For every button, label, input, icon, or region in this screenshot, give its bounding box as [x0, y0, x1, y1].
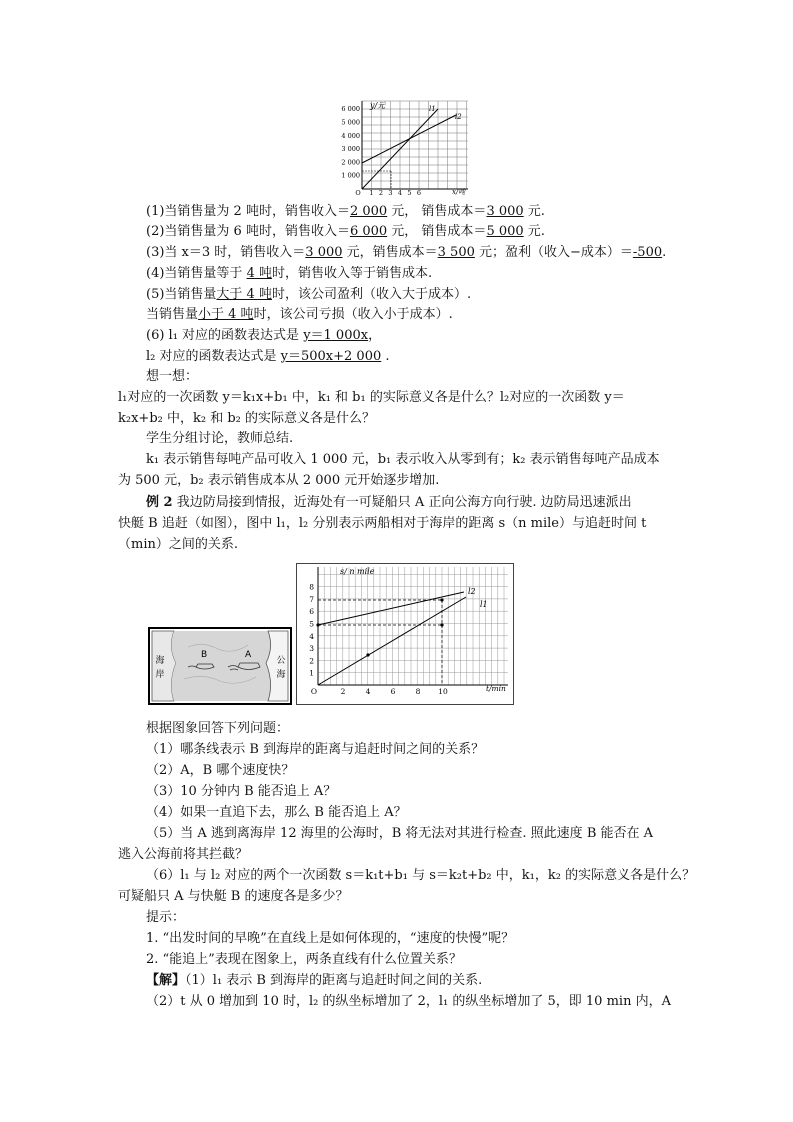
text-segment: 元.	[523, 224, 545, 239]
y-tick-label: 5 000	[341, 118, 360, 127]
text-segment: （1）l₁ 表示 B 到海岸的距离与追赶时间之间的关系.	[185, 973, 483, 988]
pursuit-graph	[296, 563, 514, 705]
sea-label-1: 公	[276, 656, 286, 666]
text-segment: 元；盈利（收入−成本）＝	[474, 245, 633, 260]
text-segment: （2）t 从 0 增加到 10 时，l₂ 的纵坐标增加了 2，l₁ 的纵坐标增加了 5，即 10 min 内，A	[146, 994, 671, 1009]
sea-label-2: 海	[276, 670, 286, 680]
l1-label: l1	[480, 600, 488, 609]
text-line	[146, 930, 514, 948]
text-segment: 时，该公司盈利（收入大于成本）.	[271, 287, 472, 302]
x-tick-label: 6	[390, 687, 396, 696]
answer-blank: y＝1 000x	[303, 328, 369, 343]
y-tick-label: 2	[309, 656, 314, 666]
text-line	[146, 720, 289, 738]
text-line	[146, 327, 381, 345]
x-tick-label: 10	[438, 687, 448, 696]
text-line	[146, 951, 462, 969]
text-segment: （1）哪条线表示 B 到海岸的距离与追赶时间之间的关系？	[146, 742, 485, 757]
text-segment: (1)当销售量为 2 吨时，销售收入＝	[146, 204, 350, 219]
x-tick-label: 1	[369, 189, 374, 197]
text-line	[118, 846, 248, 864]
text-line	[146, 783, 336, 801]
text-segment: 1. “出发时间的早晚”在直线上是如何体现的，“速度的快慢”呢？	[146, 931, 515, 946]
y-tick-label: 5	[309, 619, 314, 629]
x-tick-label: 8	[415, 687, 421, 696]
text-segment: 我边防局接到情报，近海处有一可疑船只 A 正向公海方向行驶. 边防局迅速派出	[172, 495, 632, 510]
boat-b-label: B	[201, 650, 208, 660]
x-tick-label: O	[355, 189, 361, 197]
text-segment: 2. “能追上”表现在图象上，两条直线有什么位置关系？	[146, 952, 462, 967]
text-line	[118, 389, 625, 407]
text-segment: (6) l₁ 对应的函数表达式是	[146, 328, 304, 343]
text-line	[146, 762, 294, 780]
answer-blank: y＝500x+2 000	[280, 349, 382, 364]
text-line	[118, 472, 439, 490]
answer-blank: 大于 4 吨	[216, 287, 272, 302]
text-line	[146, 430, 293, 448]
text-line	[146, 451, 660, 469]
y-tick-label: 3	[309, 644, 314, 654]
y-tick-label: 6 000	[341, 105, 360, 114]
text-segment: 时，该公司亏损（收入小于成本）.	[253, 307, 453, 322]
line-l2	[362, 115, 456, 163]
text-segment: （min）之间的关系.	[118, 537, 238, 552]
text-line	[146, 494, 632, 512]
text-segment: 想一想：	[146, 369, 199, 384]
text-line	[146, 825, 653, 843]
text-line	[146, 909, 185, 927]
text-line	[118, 536, 238, 554]
y-tick-label: 1 000	[341, 171, 360, 180]
text-segment: k₂x+b₂ 中，k₂ 和 b₂ 的实际意义各是什么？	[118, 411, 375, 426]
x-tick-label: 6	[416, 189, 422, 197]
y-tick-label: 4 000	[341, 131, 360, 140]
text-segment: 元， 销售成本＝	[387, 204, 487, 219]
answer-blank: 6 000	[349, 224, 388, 239]
text-segment: （4）如果一直追下去，那么 B 能否追上 A？	[146, 805, 407, 820]
text-line	[146, 993, 671, 1011]
text-segment: 逃入公海前将其拦截？	[118, 847, 249, 862]
l1-label: l1	[429, 105, 436, 113]
coast-label-1: 海	[155, 656, 165, 666]
text-segment: （2）A，B 哪个速度快？	[146, 763, 295, 778]
x-tick-label: O	[310, 687, 318, 696]
text-segment: l₁对应的一次函数 y＝k₁x+b₁ 中，k₁ 和 b₁ 的实际意义各是什么？l₂对应的一次函数 y＝	[118, 390, 625, 405]
text-segment: .	[662, 245, 667, 260]
text-line	[118, 410, 375, 428]
answer-blank: 4 吨	[246, 266, 272, 281]
y-tick-label: 1	[309, 668, 314, 678]
l2-label: l2	[455, 113, 462, 121]
answer-blank: 3 000	[486, 204, 524, 219]
text-line	[146, 368, 198, 386]
text-segment: (4)当销售量等于	[146, 266, 247, 281]
text-segment: （6）l₁ 与 l₂ 对应的两个一次函数 s＝k₁t+b₁ 与 s＝k₂t+b₂ 中，k₁，k₂ 的实际意义各是什么？	[146, 868, 696, 883]
x-tick-label: 3	[388, 189, 393, 197]
x-axis-label: x/吨	[452, 188, 466, 196]
text-segment: 元，销售成本＝	[342, 245, 438, 260]
text-segment: 根据图象回答下列问题：	[146, 721, 290, 736]
x-tick-label: 5	[407, 189, 412, 197]
x-axis-label: t/min	[486, 684, 506, 693]
text-line	[146, 203, 545, 221]
coast-label-2: 岸	[155, 670, 165, 680]
x-tick-label: 2	[340, 687, 346, 696]
text-segment: 快艇 B 追赶（如图），图中 l₁，l₂ 分别表示两船相对于海岸的距离 s（n mile）与追赶时间 t	[118, 516, 647, 531]
x-tick-label: 4	[365, 687, 371, 696]
answer-blank: 5 000	[486, 224, 524, 239]
answer-blank: 2 000	[349, 204, 388, 219]
text-segment: 可疑船只 A 与快艇 B 的速度各是多少？	[118, 889, 349, 904]
y-tick-label: 2 000	[341, 158, 360, 167]
text-segment: 为 500 元，b₂ 表示销售成本从 2 000 元开始逐步增加.	[118, 473, 440, 488]
sales-graph	[340, 97, 473, 197]
text-segment: 时，销售收入等于销售成本.	[271, 266, 433, 281]
answer-blank: 小于 4 吨	[198, 307, 254, 322]
text-segment: （3）10 分钟内 B 能否追上 A？	[146, 784, 337, 799]
answer-blank: -500	[632, 245, 663, 260]
text-segment: 提示：	[146, 910, 186, 925]
text-segment: l₂ 对应的函数表达式是	[146, 349, 281, 364]
text-line	[118, 888, 348, 906]
text-line	[146, 265, 432, 283]
text-segment: 元， 销售成本＝	[387, 224, 487, 239]
text-line	[146, 348, 390, 366]
text-segment: 例 2	[146, 495, 173, 510]
y-axis-label: s/ n mile	[340, 567, 375, 576]
text-segment: .	[381, 349, 390, 364]
text-line	[118, 515, 646, 533]
x-tick-label: 2	[378, 189, 384, 197]
text-segment: 当销售量	[146, 307, 199, 322]
text-segment: 元.	[523, 204, 545, 219]
text-segment: ，	[368, 328, 382, 343]
text-line	[146, 972, 482, 990]
text-line	[146, 867, 695, 885]
text-segment: (5)当销售量	[146, 287, 217, 302]
text-line	[146, 804, 407, 822]
y-tick-label: 3 000	[341, 145, 360, 154]
text-segment: (3)当 x＝3 时，销售收入＝	[146, 245, 306, 260]
text-segment: 学生分组讨论，教师总结.	[146, 431, 294, 446]
y-axis-label: y/元	[370, 101, 386, 110]
text-segment: 【解】	[146, 973, 186, 988]
y-tick-label: 7	[309, 594, 314, 604]
coast-sea-illustration	[148, 627, 292, 705]
text-line	[146, 244, 666, 262]
text-segment: (2)当销售量为 6 吨时，销售收入＝	[146, 224, 350, 239]
text-line	[146, 286, 471, 304]
l2-label: l2	[468, 587, 476, 596]
y-tick-label: 6	[309, 607, 314, 617]
text-line	[146, 741, 484, 759]
text-line	[146, 306, 453, 324]
x-tick-label: 4	[397, 189, 403, 197]
answer-blank: 3 500	[437, 245, 475, 260]
answer-blank: 3 000	[305, 245, 343, 260]
y-tick-label: 8	[309, 582, 314, 592]
boat-a-label: A	[245, 650, 252, 660]
text-line	[146, 223, 545, 241]
text-segment: （5）当 A 逃到离海岸 12 海里的公海时，B 将无法对其进行检查. 照此速度 B 能否在 A	[146, 826, 654, 841]
y-tick-label: 4	[309, 631, 314, 641]
text-segment: k₁ 表示销售每吨产品可收入 1 000 元，b₁ 表示收入从零到有；k₂ 表示销售每吨产品成本	[146, 452, 660, 467]
